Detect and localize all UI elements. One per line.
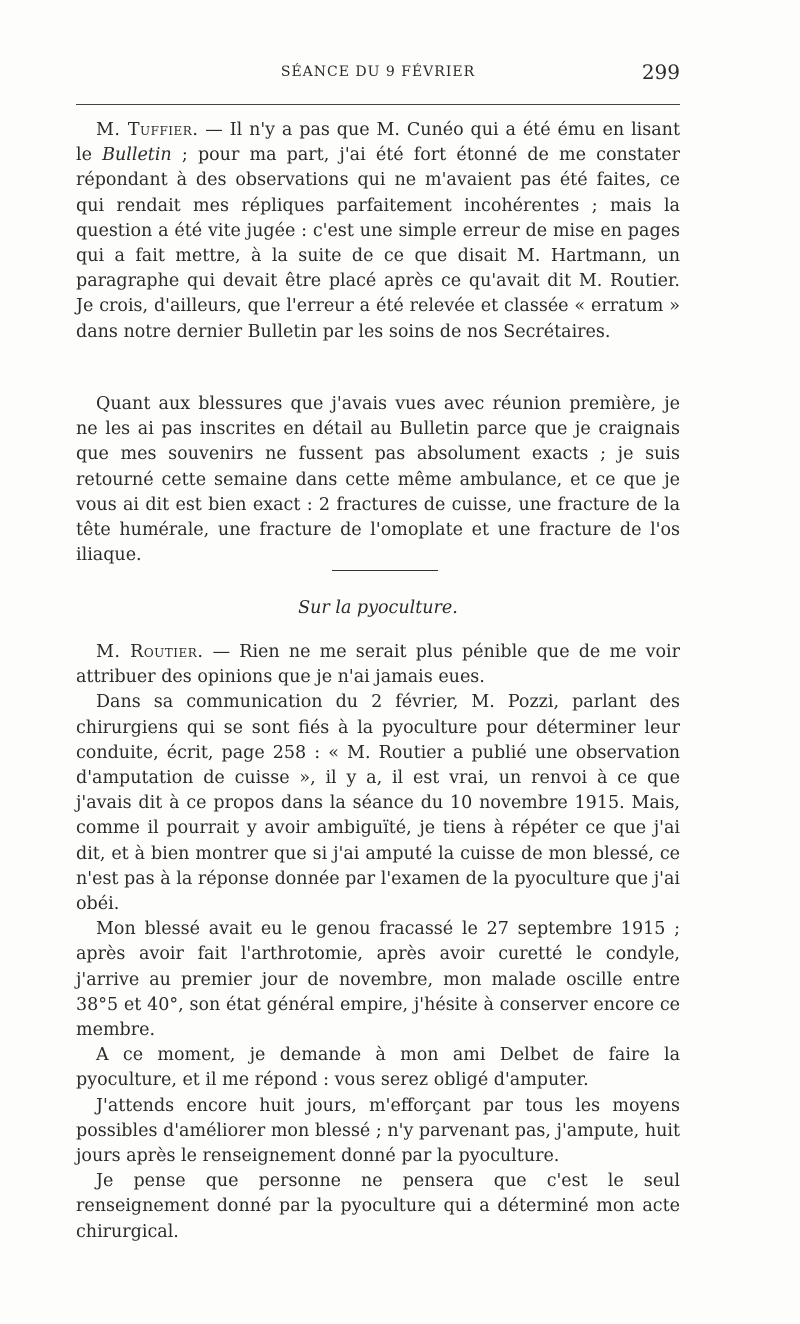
italic-term: Bulletin — [102, 145, 172, 166]
paragraph: A ce moment, je demande à mon ami Delbet de faire la pyoculture, et il me répond : vous serez obligé d'amputer. — [76, 1045, 680, 1091]
paragraph: Quant aux blessures que j'avais vues avec réunion première, je ne les ai pas inscrites en détail au Bulletin parce que je craignais que mes souvenirs ne fussent pas absolument exacts ; je suis retourné cette semaine dans cette même ambulance, et ce que je vous ai dit est bien exact : 2 fractures de cuisse, une fracture de la tête humérale, une fracture de l'omoplate et une fracture de l'os iliaque. — [76, 394, 680, 566]
paragraph — [76, 118, 680, 345]
section-divider — [332, 570, 438, 571]
paragraph: Dans sa communication du 2 février, M. Pozzi, parlant des chirurgiens qui se sont fiés à la pyoculture pour déterminer leur conduite, écrit, page 258 : « M. Routier a publié une observation d'amputation de cuisse », il y a, il est vrai, un renvoi à ce que j'avais dit à ce propos dans la séance du 10 novembre 1915. Mais, comme il pourrait y avoir ambiguïté, je tiens à répéter ce que j'ai dit, et à bien montrer que si j'ai amputé la cuisse de mon blessé, ce n'est pas à la réponse donnée par l'examen de la pyoculture que j'ai obéi. — [76, 692, 680, 915]
speaker-name: M. Tuffier. — [96, 120, 199, 140]
paragraph-text: Rien ne me serait plus pénible que de me voir attribuer des opinions que je n'ai jamais eues. — [76, 642, 680, 688]
em-dash: — — [203, 642, 240, 662]
paragraph: Je pense que personne ne pensera que c'est le seul renseignement donné par la pyoculture qui a déterminé mon acte chirurgical. — [76, 1171, 680, 1242]
paragraph — [76, 640, 680, 690]
tuffier-remarks — [76, 118, 680, 345]
section-title: Sur la pyoculture. — [298, 598, 458, 618]
paragraph-text: Il n'y a pas que M. Cunéo qui a été ému en lisant le — [76, 120, 680, 166]
running-header — [76, 58, 680, 88]
routier-remarks — [76, 640, 680, 1245]
header-rule — [76, 104, 680, 105]
header-title: SÉANCE DU 9 FÉVRIER — [280, 64, 476, 80]
em-dash: — — [198, 120, 230, 140]
paragraph: J'attends encore huit jours, m'efforçant par tous les moyens possibles d'améliorer mon blessé ; n'y parvenant pas, j'ampute, huit jours après le renseignement donné par la pyoculture. — [76, 1095, 680, 1167]
tuffier-remarks-continued — [76, 392, 680, 568]
page-number: 299 — [641, 60, 680, 84]
paragraph-text: ; pour ma part, j'ai été fort étonné de me constater répondant à des observations qui ne m'avaient pas été faites, ce qui rendait mes répliques parfaitement incohérentes ; mais la question a été vite jugée : c'est une simple erreur de mise en pages qui a fait mettre, à la suite de ce que disait M. Hartmann, un paragraphe qui devait être placé après ce qu'avait dit M. Routier. Je crois, d'ailleurs, que l'erreur a été relevée et classée « erratum » dans notre dernier Bulletin par les soins de nos Secrétaires. — [76, 145, 680, 342]
paragraph: Mon blessé avait eu le genou fracassé le 27 septembre 1915 ; après avoir fait l'arthrotomie, après avoir curetté le condyle, j'arrive au premier jour de novembre, mon malade oscille entre 38°5 et 40°, son état général empire, j'hésite à conserver encore ce membre. — [76, 919, 680, 1041]
speaker-name: M. Routier. — [96, 642, 204, 662]
